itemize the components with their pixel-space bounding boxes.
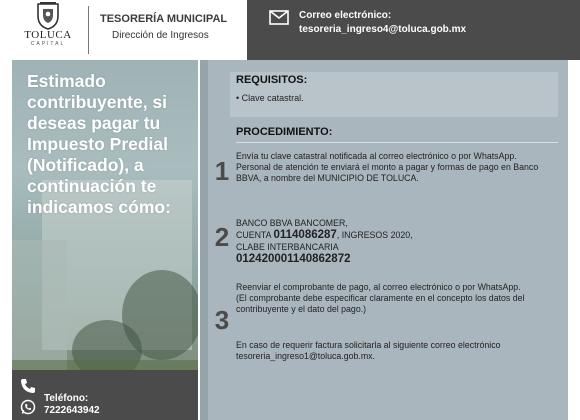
header-divider xyxy=(88,6,89,54)
invoice-note: En caso de requerir factura solicitarla al siguiente correo electrónico tesoreria_ingreso1@toluca.gob.mx. xyxy=(236,340,501,361)
account-prefix: CUENTA xyxy=(236,230,274,240)
header-contact xyxy=(247,0,580,60)
step-3-text xyxy=(236,282,558,315)
account-suffix: , INGRESOS 2020, xyxy=(336,230,413,240)
phone-icon xyxy=(20,378,36,394)
instructions-panel xyxy=(200,60,568,420)
step-1-line: Personal de atención te enviará el monto a pagar y formas de pago en Banco BBVA, a nombre del MUNICIPIO DE TOLUCA. xyxy=(236,162,539,183)
logo-tagline: CAPITAL xyxy=(30,41,66,47)
email-link[interactable]: tesoreria_ingreso4@toluca.gob.mx xyxy=(299,24,467,35)
whatsapp-icon xyxy=(20,399,36,415)
procedure-divider xyxy=(236,142,558,143)
phone-label: Teléfono: xyxy=(44,393,89,404)
intro-heading: Estimado contribuyente, si deseas pagar tu Impuesto Predial (Notificado), a continuación te indicamos cómo: xyxy=(27,71,171,217)
toluca-logo xyxy=(16,2,80,58)
step-number: 1 xyxy=(214,156,230,186)
panel-stripe xyxy=(200,60,208,420)
email-label: Correo electrónico: xyxy=(299,10,392,21)
step-2-text xyxy=(236,218,558,266)
step-3-line: Reenviar el comprobante de pago, al correo electrónico o por WhatsApp. xyxy=(236,282,521,292)
step-number: 2 xyxy=(214,222,230,252)
step-1-text xyxy=(236,151,558,184)
step-number: 3 xyxy=(214,305,230,335)
logo-city-name: TOLUCA xyxy=(24,29,72,41)
clabe-label: CLABE INTERBANCARIA xyxy=(236,242,339,252)
coat-of-arms-icon xyxy=(35,2,61,30)
procedure-title: PROCEDIMIENTO: xyxy=(236,126,333,138)
header xyxy=(0,0,580,60)
step-3-line: (El comprobante debe especificar claramente en el concepto los datos del contribuyente y el dato del pago.) xyxy=(236,293,525,314)
house-photo-building xyxy=(12,240,67,380)
header-branding xyxy=(0,0,245,60)
requirements-title: REQUISITOS: xyxy=(236,74,308,86)
header-subtitle: Dirección de Ingresos xyxy=(112,30,209,41)
requirement-item: • Clave catastral. xyxy=(236,93,304,103)
account-number: 0114086287 xyxy=(273,229,337,241)
header-title: TESORERÍA MUNICIPAL xyxy=(100,13,228,25)
phone-number[interactable]: 7222643942 xyxy=(44,405,100,416)
phone-bar xyxy=(12,370,198,420)
bank-name: BANCO BBVA BANCOMER, xyxy=(236,218,348,228)
step-1-line: Envía tu clave catastral notificada al correo electrónico o por WhatsApp. xyxy=(236,151,517,161)
account-line xyxy=(236,229,558,242)
clabe-number: 012420001140862872 xyxy=(236,253,351,265)
envelope-icon xyxy=(269,10,289,25)
